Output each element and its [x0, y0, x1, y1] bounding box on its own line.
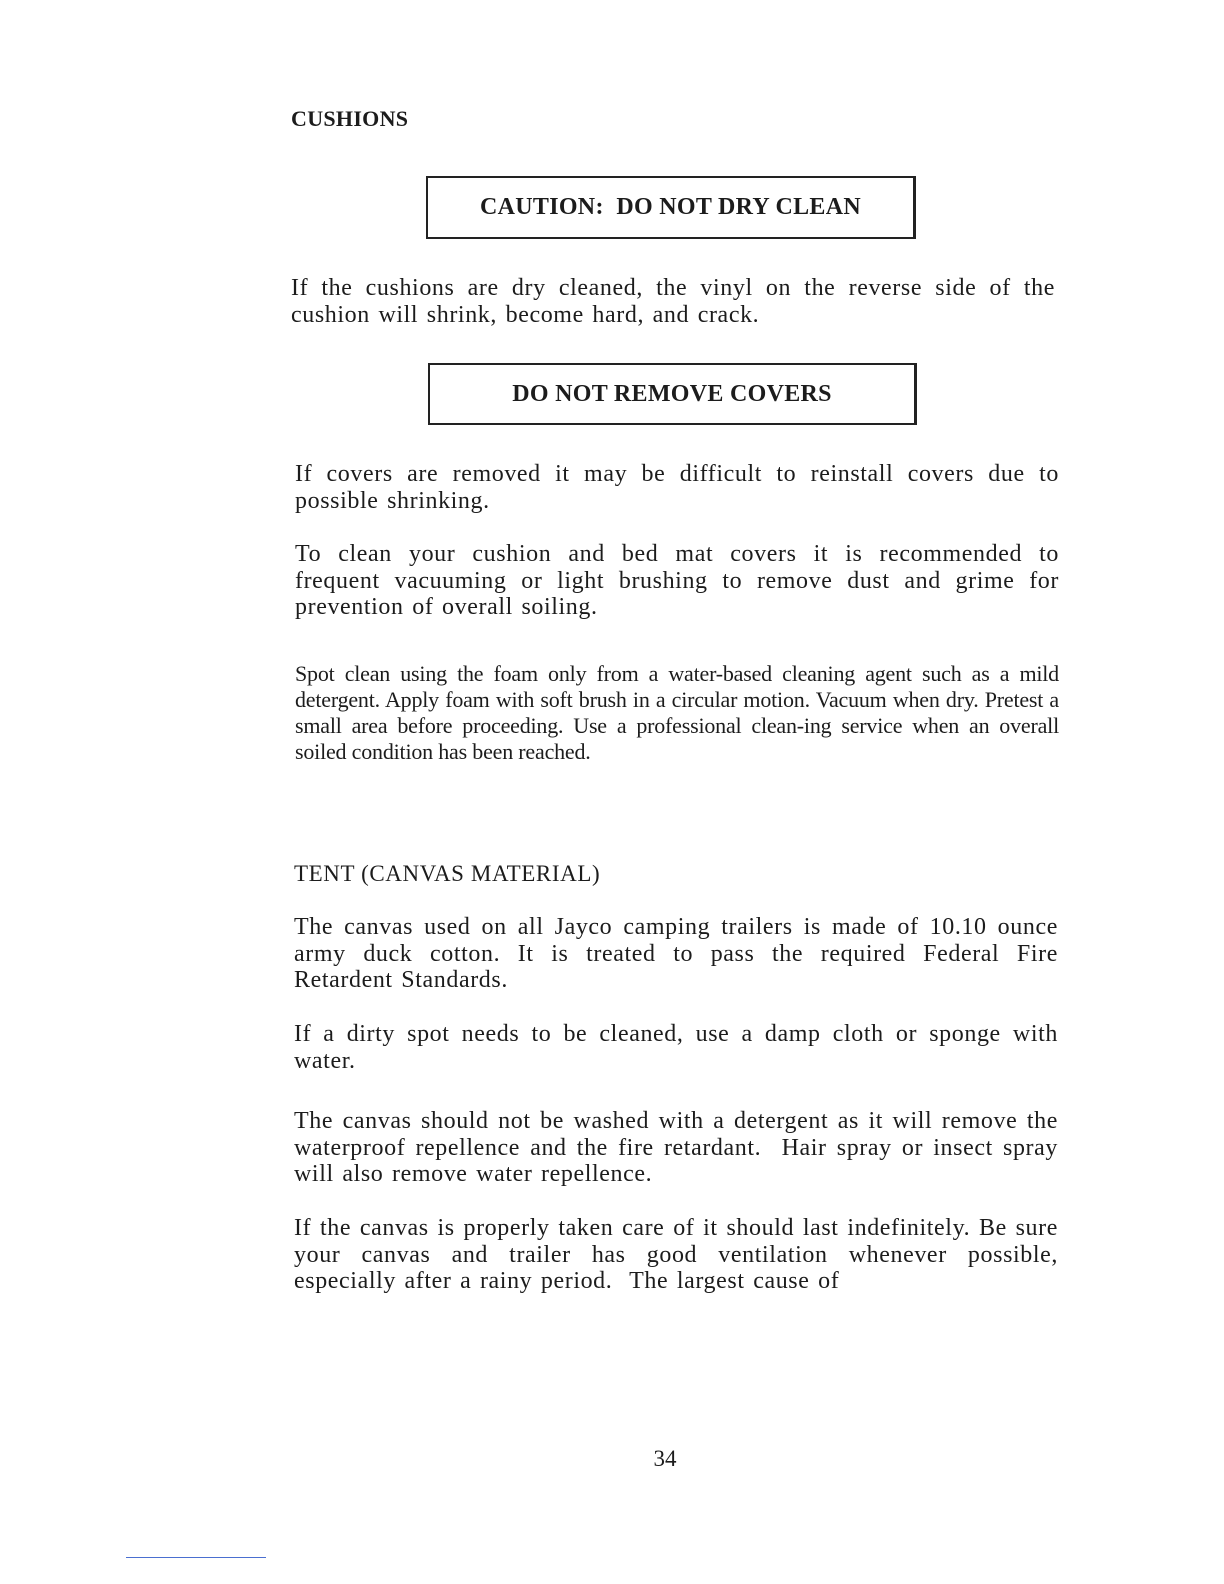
- scan-edge-line: [126, 1557, 266, 1558]
- detergent-paragraph: The canvas should not be washed with a detergent as it will remove the waterproof repellence and the fire retardant. Hair spray or insect spray will also remove water repellence.: [294, 1108, 1067, 1187]
- cushions-heading: CUSHIONS: [291, 106, 409, 131]
- caution-dry-clean-text: CAUTION: DO NOT DRY CLEAN: [480, 194, 861, 220]
- dirty-spot-paragraph: If a dirty spot needs to be cleaned, use a damp cloth or sponge with water.: [294, 1021, 1058, 1074]
- do-not-remove-covers-box: [428, 363, 917, 425]
- tent-heading: TENT (CANVAS MATERIAL): [294, 861, 601, 886]
- canvas-material-paragraph: The canvas used on all Jayco camping trailers is made of 10.10 ounce army duck cotton. It is treated to pass the required Federal Fire Retardent Standards.: [294, 914, 1058, 993]
- do-not-remove-covers-text: DO NOT REMOVE COVERS: [512, 380, 832, 407]
- spot-clean-paragraph: Spot clean using the foam only from a water-based cleaning agent such as a mild detergent. Apply foam with soft brush in a circular motion. Vacuum when dry. Pretest a small area before proceeding. Use a professional clean-ing service when an overall soiled condition has been reached.: [295, 661, 1059, 764]
- page-number: 34: [653, 1446, 677, 1471]
- caution-dry-clean-box: [426, 176, 916, 239]
- canvas-care-paragraph: If the canvas is properly taken care of it should last indefinitely. Be sure your canvas and trailer has good ventilation whenever possible, especially after a rainy period. The largest cause of: [294, 1215, 1067, 1294]
- dry-clean-paragraph: If the cushions are dry cleaned, the vinyl on the reverse side of the cushion will shrink, become hard, and crack.: [291, 275, 1055, 328]
- cleaning-paragraph: To clean your cushion and bed mat covers it is recommended to frequent vacuuming or light brushing to remove dust and grime for prevention of overall soiling.: [295, 541, 1059, 620]
- covers-paragraph: If covers are removed it may be difficult to reinstall covers due to possible shrinking.: [295, 461, 1059, 514]
